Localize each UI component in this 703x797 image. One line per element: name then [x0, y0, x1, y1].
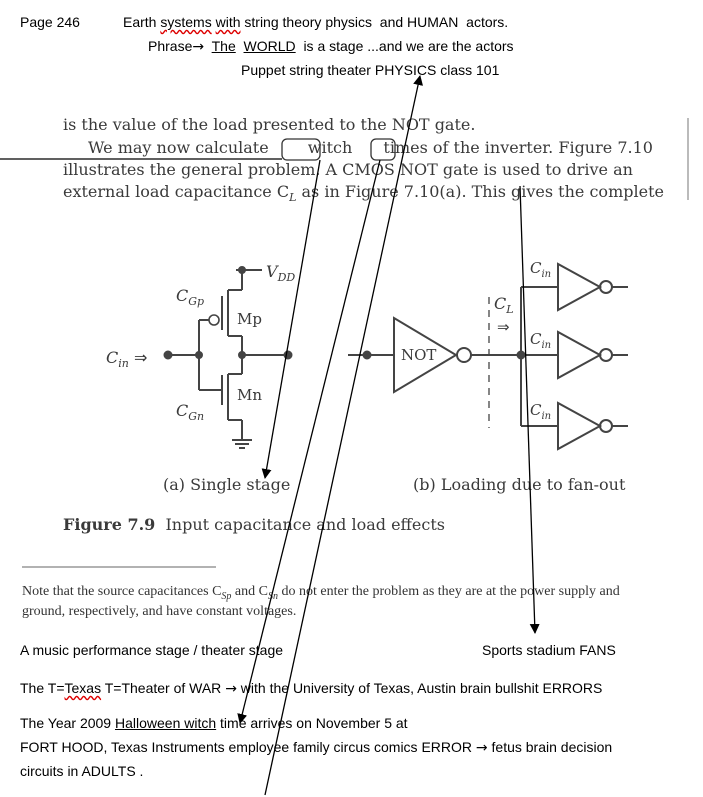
right-arrow-icon: → — [475, 740, 488, 756]
single-stage-circuit — [165, 267, 292, 448]
word-with: with — [215, 14, 241, 30]
caption-a: (a) Single stage — [163, 475, 291, 494]
cgn-label: $C_{Gn}$ — [176, 401, 205, 424]
double-arrow-icon: ⇒ — [133, 348, 148, 367]
book-line-4b: as in Figure 7.10(a). This gives the complete — [296, 182, 664, 201]
arrow-to-puppet-line — [265, 76, 420, 795]
word-earth: Earth — [123, 14, 157, 30]
annotation-box-left — [282, 139, 320, 160]
right-arrow-icon: → — [192, 39, 205, 55]
figure-number: Figure 7.9 — [63, 515, 156, 534]
mn-label: Mn — [237, 386, 263, 404]
mp-label: Mp — [237, 310, 262, 328]
book-line-4a: external load capacitance C — [63, 182, 290, 201]
footer-line-1-left: A music performance stage / theater stage — [20, 642, 284, 658]
book-line-3: illustrates the general problem. A CMOS NOT gate is used to drive an — [63, 160, 633, 179]
page-label: Page 246 — [20, 14, 80, 30]
arrow-to-single-stage — [265, 160, 320, 478]
cin-2-label: $C_{in}$ — [530, 330, 552, 351]
inverter-2 — [558, 332, 600, 378]
footer-line-2: The T=Texas T=Theater of WAR → with the University of Texas, Austin brain bullshit ERRORS — [20, 680, 603, 697]
book-line-2a: We may now calculate — [88, 138, 269, 157]
annotation-box-right — [371, 139, 395, 160]
word-actors: actors. — [466, 14, 509, 30]
footer-line-5: circuits in ADULTS . — [20, 763, 144, 779]
book-line-2c: times of the inverter. Figure 7.10 — [383, 138, 653, 157]
footer-line-1-right: Sports stadium FANS — [482, 642, 616, 658]
phrase-rest: is a stage ...and we are the actors — [303, 38, 514, 54]
pmos-bubble — [209, 315, 219, 325]
book-line-4-sub: L — [289, 191, 297, 205]
vdd-label: $V_{DD}$ — [266, 262, 296, 285]
input-node — [165, 352, 172, 359]
cl-arrow-icon: ⇒ — [497, 318, 510, 336]
word-string-theory: string theory physics — [244, 14, 372, 30]
cgp-label: $C_{Gp}$ — [176, 286, 205, 309]
word-systems: systems — [160, 14, 212, 30]
cl-label: $C_L$ — [494, 294, 514, 317]
book-word-witch: witch — [307, 138, 353, 157]
arrow-to-stadium — [520, 186, 535, 633]
fanout-circuit — [348, 264, 628, 449]
phrase-label: Phrase — [148, 38, 193, 54]
cin-left-label: $C_{in}$ ⇒ — [106, 348, 148, 371]
annotation-arrows — [240, 76, 535, 795]
word-the: The — [211, 38, 236, 54]
not-gate-bubble — [457, 348, 471, 362]
inverter-1 — [558, 264, 600, 310]
figure-title: Input capacitance and load effects — [165, 515, 445, 534]
right-arrow-icon: → — [225, 681, 237, 697]
word-world: WORLD — [243, 38, 296, 54]
note-line-2: ground, respectively, and have constant voltages. — [22, 604, 297, 619]
word-human: and HUMAN — [379, 14, 459, 30]
footer-line-4: FORT HOOD, Texas Instruments employee family circus comics ERROR → fetus brain decision — [20, 739, 613, 756]
inverter-3 — [558, 403, 600, 449]
arrow-to-halloween — [240, 160, 380, 723]
footer-line-3: The Year 2009 Halloween witch time arrives on November 5 at — [20, 715, 408, 731]
header-line-3: Puppet string theater PHYSICS class 101 — [241, 62, 500, 78]
not-gate-label: NOT — [401, 346, 437, 364]
not-gate-shape — [394, 318, 456, 392]
note-line-1: Note that the source capacitances $C_{Sp}$ and $C_{Sn}$ do not enter the problem as they are at the power supply and — [22, 584, 620, 602]
cin-3-label: $C_{in}$ — [530, 401, 552, 422]
caption-b: (b) Loading due to fan-out — [413, 475, 626, 494]
book-line-1: is the value of the load presented to the NOT gate. — [63, 115, 476, 134]
cin-1-label: $C_{in}$ — [530, 259, 552, 280]
